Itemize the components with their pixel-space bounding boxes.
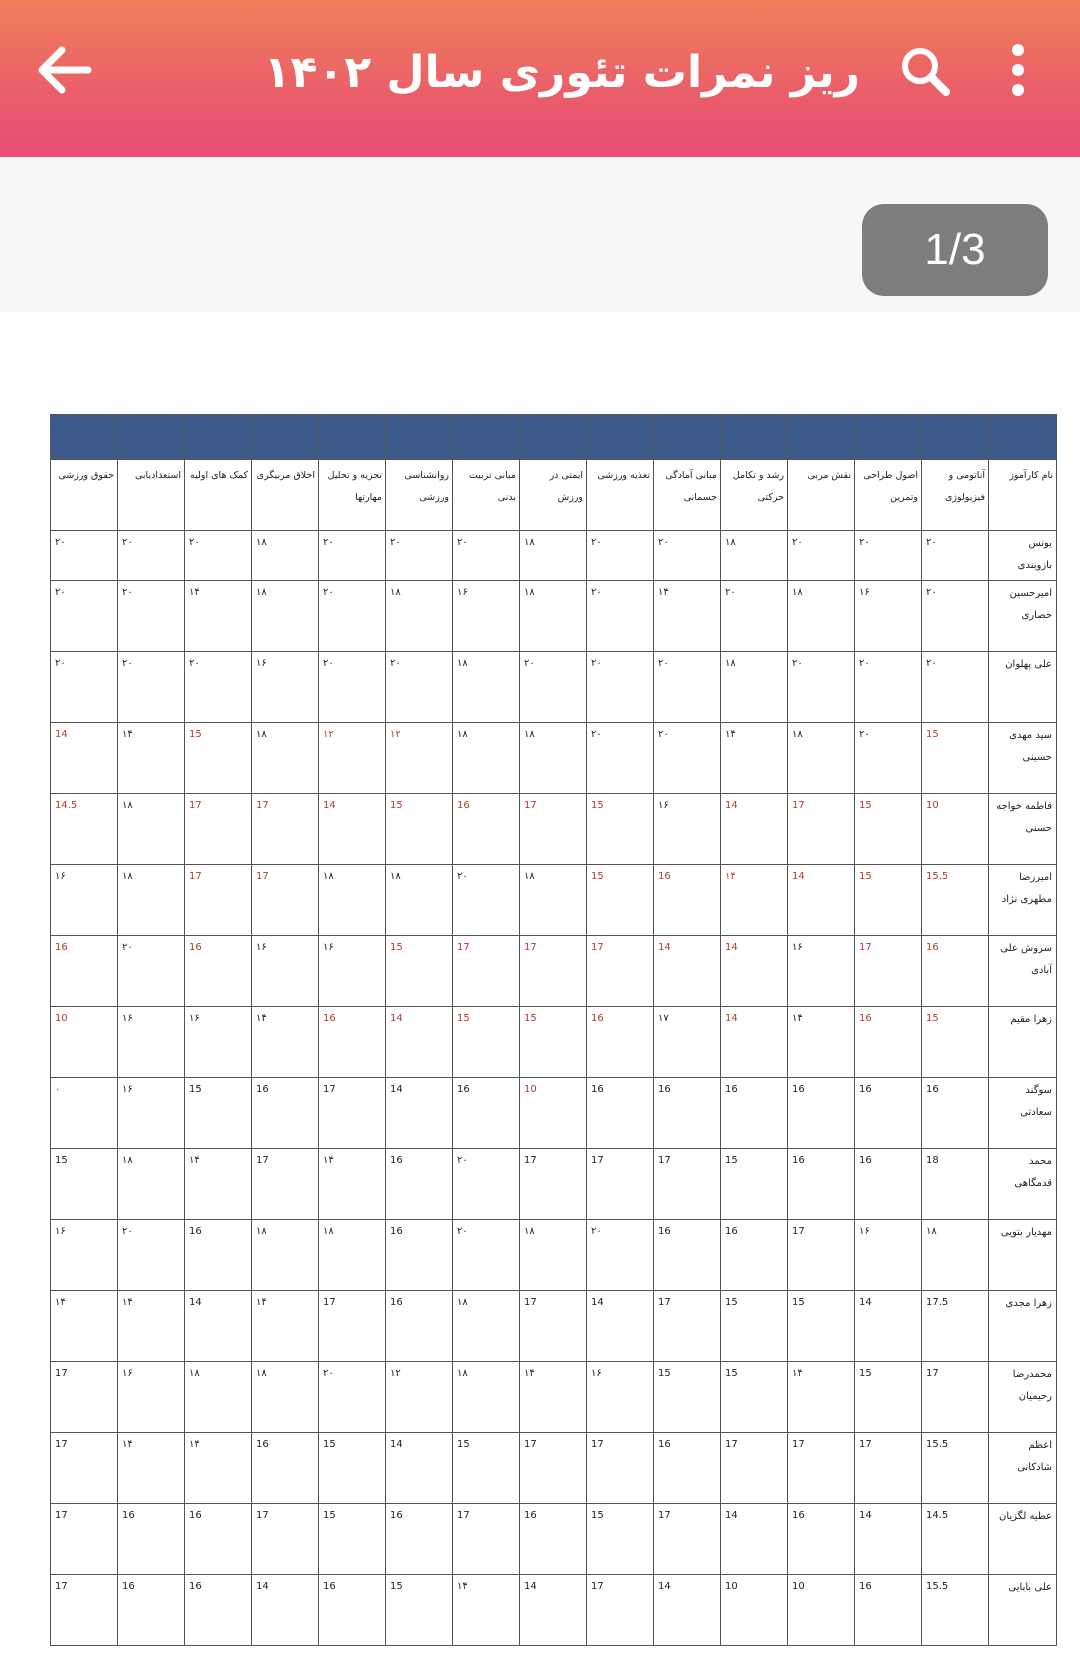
score-cell: 17 — [520, 1433, 587, 1504]
score-cell: 15 — [51, 1149, 118, 1220]
score-cell: 14.5 — [51, 794, 118, 865]
more-vert-icon — [1000, 40, 1036, 100]
score-cell: 15 — [654, 1362, 721, 1433]
header-band-cell — [989, 415, 1057, 460]
score-cell: 17.5 — [922, 1291, 989, 1362]
table-row — [51, 1078, 1057, 1149]
score-cell: 16 — [386, 1504, 453, 1575]
student-name: مهدیار بتویی — [989, 1220, 1057, 1291]
column-header: استعدادیابی — [118, 460, 185, 531]
score-cell: 15 — [855, 794, 922, 865]
score-cell: 14 — [721, 1007, 788, 1078]
score-cell: ۱۲ — [386, 1362, 453, 1433]
app-bar — [0, 0, 1080, 157]
score-cell: 16 — [453, 794, 520, 865]
score-cell: ۱۶ — [788, 936, 855, 1007]
score-cell: 17 — [51, 1362, 118, 1433]
score-cell: 17 — [185, 794, 252, 865]
score-cell: ۱۴ — [185, 1433, 252, 1504]
score-cell: 17 — [453, 1504, 520, 1575]
score-cell: 16 — [721, 1078, 788, 1149]
column-header: مبانی تربیت بدنی — [453, 460, 520, 531]
header-band-cell — [520, 415, 587, 460]
score-cell: 17 — [855, 936, 922, 1007]
table-row — [51, 1149, 1057, 1220]
score-cell: ۱۸ — [319, 1220, 386, 1291]
score-cell: 15.5 — [922, 1433, 989, 1504]
score-cell: 17 — [520, 794, 587, 865]
score-cell: 15 — [922, 1007, 989, 1078]
score-cell: 17 — [51, 1504, 118, 1575]
score-cell: ۱۸ — [453, 1291, 520, 1362]
score-cell: ۱۸ — [520, 865, 587, 936]
score-cell: ۱۸ — [788, 581, 855, 652]
score-cell: 15 — [587, 794, 654, 865]
column-header: آناتومی و فیزیولوژی — [922, 460, 989, 531]
score-cell: 17 — [721, 1433, 788, 1504]
score-cell: 17 — [654, 1149, 721, 1220]
table-header-band — [51, 415, 1057, 460]
score-cell: ۲۰ — [386, 531, 453, 581]
score-cell: 17 — [922, 1362, 989, 1433]
score-cell: 18 — [922, 1149, 989, 1220]
score-cell: 17 — [788, 1433, 855, 1504]
score-cell: 14 — [855, 1291, 922, 1362]
score-cell: 17 — [520, 1291, 587, 1362]
score-cell: ۲۰ — [118, 1220, 185, 1291]
table-header-row — [51, 460, 1057, 531]
table-row — [51, 794, 1057, 865]
score-cell: 16 — [453, 1078, 520, 1149]
score-cell: ۱۸ — [721, 531, 788, 581]
page-title: ریز نمرات تئوری سال ۱۴۰۲ — [263, 47, 860, 98]
score-cell: 16 — [185, 936, 252, 1007]
score-cell: 15.5 — [922, 865, 989, 936]
student-name: علی بابایی — [989, 1575, 1057, 1646]
score-cell: ۱۸ — [252, 723, 319, 794]
score-cell: ۲۰ — [51, 581, 118, 652]
score-cell: ۱۷ — [654, 1007, 721, 1078]
score-cell: 16 — [855, 1149, 922, 1220]
column-header: ایمنی در ورزش — [520, 460, 587, 531]
table-row — [51, 1433, 1057, 1504]
score-cell: ۱۶ — [252, 936, 319, 1007]
student-name: امیرحسین حصاری — [989, 581, 1057, 652]
score-cell: ۱۸ — [520, 1220, 587, 1291]
score-cell: 17 — [252, 1149, 319, 1220]
score-cell: ۱۸ — [453, 1362, 520, 1433]
score-cell: 17 — [788, 794, 855, 865]
score-cell: 17 — [587, 1149, 654, 1220]
score-cell: 16 — [788, 1504, 855, 1575]
column-header: رشد و تکامل حرکتی — [721, 460, 788, 531]
score-cell: ۲۰ — [453, 1149, 520, 1220]
score-cell: 15 — [587, 1504, 654, 1575]
score-cell: 15 — [520, 1007, 587, 1078]
score-cell: ۱۸ — [520, 581, 587, 652]
score-cell: 17 — [252, 794, 319, 865]
score-cell: 16 — [922, 936, 989, 1007]
header-band-cell — [587, 415, 654, 460]
score-cell: 10 — [51, 1007, 118, 1078]
column-header: کمک های اولیه — [185, 460, 252, 531]
score-cell: ۲۰ — [855, 723, 922, 794]
table-row — [51, 1362, 1057, 1433]
score-cell: 16 — [118, 1575, 185, 1646]
score-cell: ۱۴ — [252, 1007, 319, 1078]
header-band-cell — [788, 415, 855, 460]
score-cell: ۲۰ — [319, 531, 386, 581]
search-icon — [898, 40, 954, 100]
table-row — [51, 1220, 1057, 1291]
score-cell: ۲۰ — [51, 531, 118, 581]
score-cell: ۱۴ — [453, 1575, 520, 1646]
student-name: زهرا مجدی — [989, 1291, 1057, 1362]
score-cell: ۱۶ — [51, 1220, 118, 1291]
score-cell: 15 — [922, 723, 989, 794]
score-cell: ۱۴ — [654, 581, 721, 652]
score-cell: 17 — [788, 1220, 855, 1291]
score-cell: 17 — [453, 936, 520, 1007]
score-cell: 15 — [453, 1433, 520, 1504]
student-name: عطیه لگزیان — [989, 1504, 1057, 1575]
score-cell: ۱۴ — [252, 1291, 319, 1362]
score-cell: 14 — [185, 1291, 252, 1362]
score-cell: ۱۶ — [118, 1362, 185, 1433]
score-cell: 15.5 — [922, 1575, 989, 1646]
score-cell: ۲۰ — [319, 652, 386, 723]
score-cell: 16 — [386, 1220, 453, 1291]
column-header: نام کارآموز — [989, 460, 1057, 531]
score-cell: ۱۲ — [319, 723, 386, 794]
score-cell: ۱۸ — [118, 865, 185, 936]
score-cell: ۲۰ — [520, 652, 587, 723]
score-cell: ۲۰ — [587, 1220, 654, 1291]
score-cell: 14 — [587, 1291, 654, 1362]
score-cell: ۲۰ — [319, 581, 386, 652]
score-cell: ۲۰ — [922, 531, 989, 581]
score-cell: ۲۰ — [453, 531, 520, 581]
score-cell: 17 — [587, 1575, 654, 1646]
table-row — [51, 581, 1057, 652]
score-cell: ۲۰ — [855, 652, 922, 723]
score-cell: ۲۰ — [118, 581, 185, 652]
score-cell: ۲۰ — [587, 531, 654, 581]
score-cell: 16 — [185, 1504, 252, 1575]
column-header: اصول طراحی وتمرین — [855, 460, 922, 531]
student-name: زهرا مقیم — [989, 1007, 1057, 1078]
back-arrow-icon — [32, 40, 96, 100]
score-cell: 16 — [185, 1220, 252, 1291]
score-cell: ۱۴ — [185, 581, 252, 652]
column-header: تجزیه و تحلیل مهارتها — [319, 460, 386, 531]
column-header: روانشناسی ورزشی — [386, 460, 453, 531]
score-cell: ۲۰ — [922, 581, 989, 652]
score-cell: 14 — [386, 1433, 453, 1504]
score-cell: ۱۴ — [118, 723, 185, 794]
score-cell: 10 — [520, 1078, 587, 1149]
score-cell: 17 — [51, 1433, 118, 1504]
score-cell: ۱۸ — [520, 531, 587, 581]
score-cell: 15 — [319, 1504, 386, 1575]
score-cell: ۱۸ — [453, 652, 520, 723]
score-cell: ۱۶ — [118, 1078, 185, 1149]
score-cell: 15 — [855, 865, 922, 936]
score-cell: ۱۶ — [453, 581, 520, 652]
score-cell: 14 — [252, 1575, 319, 1646]
score-cell: ۱۴ — [185, 1149, 252, 1220]
page-indicator: 1/3 — [862, 204, 1048, 296]
score-cell: 16 — [252, 1433, 319, 1504]
score-cell: 16 — [319, 1007, 386, 1078]
score-cell: ۱۶ — [855, 1220, 922, 1291]
score-cell: 14 — [319, 794, 386, 865]
score-cell: 14 — [654, 1575, 721, 1646]
score-cell: ۲۰ — [118, 936, 185, 1007]
score-cell: ۲۰ — [855, 531, 922, 581]
score-cell: 16 — [654, 865, 721, 936]
score-cell: ۲۰ — [587, 652, 654, 723]
score-cell: 14 — [520, 1575, 587, 1646]
score-cell: 16 — [855, 1078, 922, 1149]
student-name: محمد قدمگاهی — [989, 1149, 1057, 1220]
score-cell: ۲۰ — [587, 723, 654, 794]
score-cell: 14 — [51, 723, 118, 794]
score-cell: ۱۴ — [788, 1007, 855, 1078]
score-cell: 16 — [788, 1078, 855, 1149]
score-cell: 16 — [386, 1291, 453, 1362]
column-header: نقش مربی — [788, 460, 855, 531]
score-cell: 16 — [319, 1575, 386, 1646]
score-cell: 17 — [855, 1433, 922, 1504]
score-cell: 17 — [51, 1575, 118, 1646]
student-name: فاطمه خواجه حسنی — [989, 794, 1057, 865]
score-cell: ۲۰ — [453, 1220, 520, 1291]
table-row — [51, 652, 1057, 723]
score-cell: ۱۶ — [587, 1362, 654, 1433]
score-cell: ۱۶ — [654, 794, 721, 865]
score-cell: 15 — [453, 1007, 520, 1078]
score-cell: 16 — [520, 1504, 587, 1575]
score-cell: 14 — [386, 1007, 453, 1078]
score-cell: 15 — [721, 1362, 788, 1433]
score-cell: ۱۸ — [252, 1362, 319, 1433]
score-cell: ۲۰ — [453, 865, 520, 936]
score-cell: 16 — [654, 1433, 721, 1504]
score-cell: 16 — [587, 1078, 654, 1149]
score-cell: ۲۰ — [788, 531, 855, 581]
score-cell: ۱۴ — [118, 1291, 185, 1362]
score-cell: 14 — [721, 936, 788, 1007]
score-cell: 16 — [185, 1575, 252, 1646]
score-cell: 15 — [721, 1149, 788, 1220]
score-cell: 17 — [185, 865, 252, 936]
header-band-cell — [118, 415, 185, 460]
score-cell: ۲۰ — [319, 1362, 386, 1433]
score-cell: ۲۰ — [118, 652, 185, 723]
score-cell: ۲۰ — [587, 581, 654, 652]
score-cell: 15 — [386, 936, 453, 1007]
score-cell: ۱۴ — [118, 1433, 185, 1504]
score-cell: ۲۰ — [51, 652, 118, 723]
score-cell: 14 — [386, 1078, 453, 1149]
score-cell: ۱۶ — [319, 936, 386, 1007]
score-cell: 16 — [855, 1575, 922, 1646]
score-cell: ۲۰ — [386, 652, 453, 723]
score-cell: 17 — [319, 1078, 386, 1149]
score-cell: ۲۰ — [654, 531, 721, 581]
header-band-cell — [185, 415, 252, 460]
score-cell: ۲۰ — [788, 652, 855, 723]
score-cell: ۱۴ — [788, 1362, 855, 1433]
score-cell: 15 — [855, 1362, 922, 1433]
header-band-cell — [453, 415, 520, 460]
score-cell: ۲۰ — [922, 652, 989, 723]
table-row — [51, 1291, 1057, 1362]
score-cell: 16 — [855, 1007, 922, 1078]
score-cell: 16 — [51, 936, 118, 1007]
score-cell: 14 — [788, 865, 855, 936]
back-button[interactable] — [32, 40, 96, 100]
score-cell: ۲۰ — [721, 581, 788, 652]
table-row — [51, 865, 1057, 936]
table-row — [51, 1007, 1057, 1078]
score-cell: ۱۶ — [855, 581, 922, 652]
student-name: امیررضا مطهری نژاد — [989, 865, 1057, 936]
score-cell: 16 — [386, 1149, 453, 1220]
score-cell: ۱۸ — [185, 1362, 252, 1433]
score-cell: ۱۸ — [319, 865, 386, 936]
column-header: حقوق ورزشی — [51, 460, 118, 531]
score-cell: ۱۸ — [252, 1220, 319, 1291]
student-name: اعظم شادکانی — [989, 1433, 1057, 1504]
more-options-button[interactable] — [1000, 40, 1036, 100]
score-cell: ۱۸ — [386, 581, 453, 652]
score-cell: ۲۰ — [654, 723, 721, 794]
score-cell: 17 — [520, 1149, 587, 1220]
header-band-cell — [319, 415, 386, 460]
score-cell: ۱۴ — [319, 1149, 386, 1220]
student-name: یونس بازوبندی — [989, 531, 1057, 581]
score-cell: ۱۴ — [721, 865, 788, 936]
score-cell: 15 — [587, 865, 654, 936]
score-cell: ۱۸ — [922, 1220, 989, 1291]
score-cell: ۱۸ — [118, 794, 185, 865]
score-cell: ۱۸ — [721, 652, 788, 723]
student-name: علی پهلوان — [989, 652, 1057, 723]
score-cell: 15 — [319, 1433, 386, 1504]
score-cell: ۱۶ — [51, 865, 118, 936]
score-cell: 16 — [118, 1504, 185, 1575]
column-header: مبانی آمادگی جسمانی — [654, 460, 721, 531]
score-cell: 16 — [587, 1007, 654, 1078]
header-band-cell — [922, 415, 989, 460]
score-cell: ۱۸ — [788, 723, 855, 794]
search-button[interactable] — [898, 40, 954, 100]
student-name: محمدرضا رحیمیان — [989, 1362, 1057, 1433]
score-cell: 15 — [185, 723, 252, 794]
table-row — [51, 1575, 1057, 1646]
score-cell: ۱۲ — [386, 723, 453, 794]
header-band-cell — [654, 415, 721, 460]
score-cell: 10 — [788, 1575, 855, 1646]
header-band-cell — [721, 415, 788, 460]
header-band-cell — [855, 415, 922, 460]
score-cell: 17 — [587, 936, 654, 1007]
score-cell: ۲۰ — [185, 652, 252, 723]
score-cell: 15 — [386, 794, 453, 865]
score-cell: 17 — [654, 1504, 721, 1575]
score-cell: 15 — [386, 1575, 453, 1646]
column-header: تغذیه ورزشی — [587, 460, 654, 531]
score-cell: 17 — [654, 1291, 721, 1362]
score-cell: ۱۸ — [252, 581, 319, 652]
score-cell: ۲۰ — [118, 531, 185, 581]
score-cell: 14 — [721, 794, 788, 865]
table-row — [51, 531, 1057, 581]
score-cell: ۱۶ — [118, 1007, 185, 1078]
score-cell: 16 — [252, 1078, 319, 1149]
score-cell: ۱۴ — [51, 1291, 118, 1362]
score-cell: 16 — [788, 1149, 855, 1220]
header-band-cell — [252, 415, 319, 460]
score-cell: 17 — [252, 865, 319, 936]
student-name: سوگند سعادتی — [989, 1078, 1057, 1149]
score-cell: ۲۰ — [654, 652, 721, 723]
score-cell: 17 — [587, 1433, 654, 1504]
score-cell: 16 — [922, 1078, 989, 1149]
score-cell: 14 — [855, 1504, 922, 1575]
score-cell: ۱۸ — [252, 531, 319, 581]
score-cell: 17 — [520, 936, 587, 1007]
score-cell: ۱۶ — [185, 1007, 252, 1078]
score-cell: ۲۰ — [185, 531, 252, 581]
header-band-cell — [51, 415, 118, 460]
table-row — [51, 936, 1057, 1007]
score-cell: 15 — [185, 1078, 252, 1149]
score-cell: 17 — [252, 1504, 319, 1575]
score-cell: ۱۴ — [721, 723, 788, 794]
score-cell: 10 — [922, 794, 989, 865]
score-cell: 15 — [721, 1291, 788, 1362]
table-row — [51, 1504, 1057, 1575]
score-cell: 16 — [721, 1220, 788, 1291]
score-cell: ۱۴ — [520, 1362, 587, 1433]
student-name: سید مهدی حسینی — [989, 723, 1057, 794]
score-cell: ۱۸ — [118, 1149, 185, 1220]
score-cell: ۱۸ — [453, 723, 520, 794]
score-cell: ۱۸ — [386, 865, 453, 936]
score-cell: ۱۶ — [252, 652, 319, 723]
score-cell: 16 — [654, 1078, 721, 1149]
column-header: اخلاق مربیگری — [252, 460, 319, 531]
student-name: سروش علی آبادی — [989, 936, 1057, 1007]
score-cell: ۱۸ — [520, 723, 587, 794]
score-cell: 15 — [788, 1291, 855, 1362]
score-cell: 14.5 — [922, 1504, 989, 1575]
header-band-cell — [386, 415, 453, 460]
score-cell: ۰ — [51, 1078, 118, 1149]
score-cell: 14 — [721, 1504, 788, 1575]
grades-table — [50, 414, 1057, 1646]
table-row — [51, 723, 1057, 794]
score-cell: 10 — [721, 1575, 788, 1646]
score-cell: 16 — [654, 1220, 721, 1291]
score-cell: 14 — [654, 936, 721, 1007]
score-cell: 17 — [319, 1291, 386, 1362]
